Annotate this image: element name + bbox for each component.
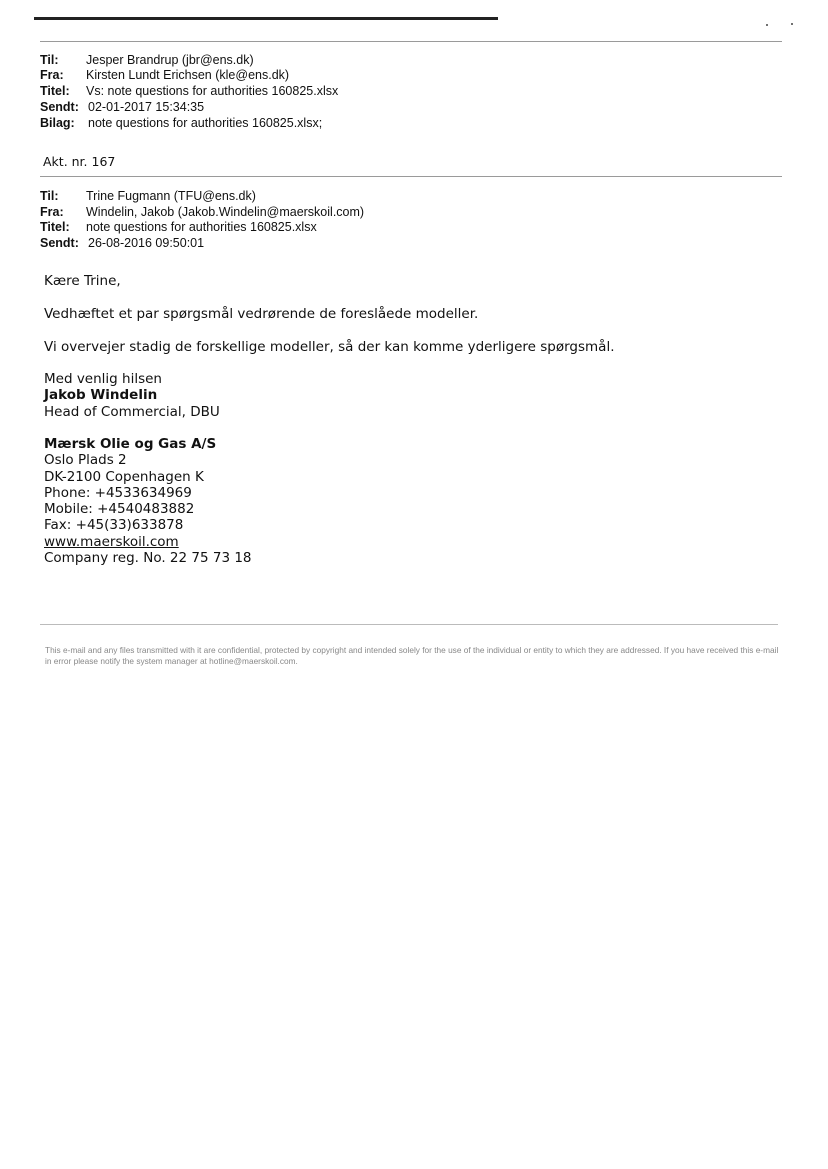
body-paragraph: Vedhæftet et par spørgsmål vedrørende de foreslåede modeller. bbox=[44, 306, 479, 322]
header-divider bbox=[40, 41, 782, 42]
to-row bbox=[40, 53, 254, 68]
address-line: DK-2100 Copenhagen K bbox=[44, 469, 204, 485]
to-value: Trine Fugmann (TFU@ens.dk) bbox=[86, 189, 256, 203]
title-value: note questions for authorities 160825.xlsx bbox=[86, 220, 317, 234]
title-label: Titel: bbox=[40, 84, 70, 98]
from-value: Kirsten Lundt Erichsen (kle@ens.dk) bbox=[86, 68, 290, 82]
website-link[interactable]: www.maerskoil.com bbox=[44, 534, 179, 550]
disclaimer-divider bbox=[40, 624, 778, 625]
from-label: Fra: bbox=[40, 68, 64, 82]
closing: Med venlig hilsen bbox=[44, 371, 162, 387]
company-registration: Company reg. No. 22 75 73 18 bbox=[44, 550, 252, 566]
attachment-value: note questions for authorities 160825.xlsx; bbox=[88, 116, 323, 130]
from-row bbox=[40, 68, 289, 83]
greeting: Kære Trine, bbox=[44, 273, 121, 289]
from-row bbox=[40, 205, 364, 220]
to-row bbox=[40, 189, 256, 204]
title-row bbox=[40, 220, 317, 235]
title-value: Vs: note questions for authorities 160825.xlsx bbox=[86, 84, 339, 98]
to-label: Til: bbox=[40, 189, 59, 203]
sender-role: Head of Commercial, DBU bbox=[44, 404, 220, 420]
attachment-row bbox=[40, 116, 322, 131]
to-value: Jesper Brandrup (jbr@ens.dk) bbox=[86, 53, 254, 67]
company-name: Mærsk Olie og Gas A/S bbox=[44, 436, 217, 452]
title-row bbox=[40, 84, 338, 99]
title-label: Titel: bbox=[40, 220, 70, 234]
top-heavy-rule bbox=[34, 17, 498, 20]
phone: Phone: +4533634969 bbox=[44, 485, 192, 501]
from-label: Fra: bbox=[40, 205, 64, 219]
sent-row bbox=[40, 236, 204, 251]
sent-value: 02-01-2017 15:34:35 bbox=[88, 100, 205, 114]
mobile: Mobile: +4540483882 bbox=[44, 501, 195, 517]
to-label: Til: bbox=[40, 53, 59, 67]
attachment-label: Bilag: bbox=[40, 116, 75, 130]
sent-label: Sendt: bbox=[40, 100, 79, 114]
scan-speck bbox=[791, 23, 793, 25]
sent-label: Sendt: bbox=[40, 236, 79, 250]
fax: Fax: +45(33)633878 bbox=[44, 517, 184, 533]
case-number: Akt. nr. 167 bbox=[43, 154, 116, 169]
address-line: Oslo Plads 2 bbox=[44, 452, 127, 468]
sent-value: 26-08-2016 09:50:01 bbox=[88, 236, 205, 250]
body-paragraph: Vi overvejer stadig de forskellige modeller, så der kan komme yderligere spørgsmål. bbox=[44, 339, 615, 355]
sent-row bbox=[40, 100, 204, 115]
confidentiality-disclaimer: This e-mail and any files transmitted with it are confidential, protected by copyright and intended solely for the use of the individual or entity to which they are addressed. If you have received this e-mail in error please notify the system manager at hotline@maerskoil.com. bbox=[45, 645, 779, 666]
header-divider bbox=[40, 176, 782, 177]
scan-speck bbox=[766, 24, 768, 26]
from-value: Windelin, Jakob (Jakob.Windelin@maerskoil.com) bbox=[86, 205, 365, 219]
sender-name: Jakob Windelin bbox=[44, 387, 158, 403]
